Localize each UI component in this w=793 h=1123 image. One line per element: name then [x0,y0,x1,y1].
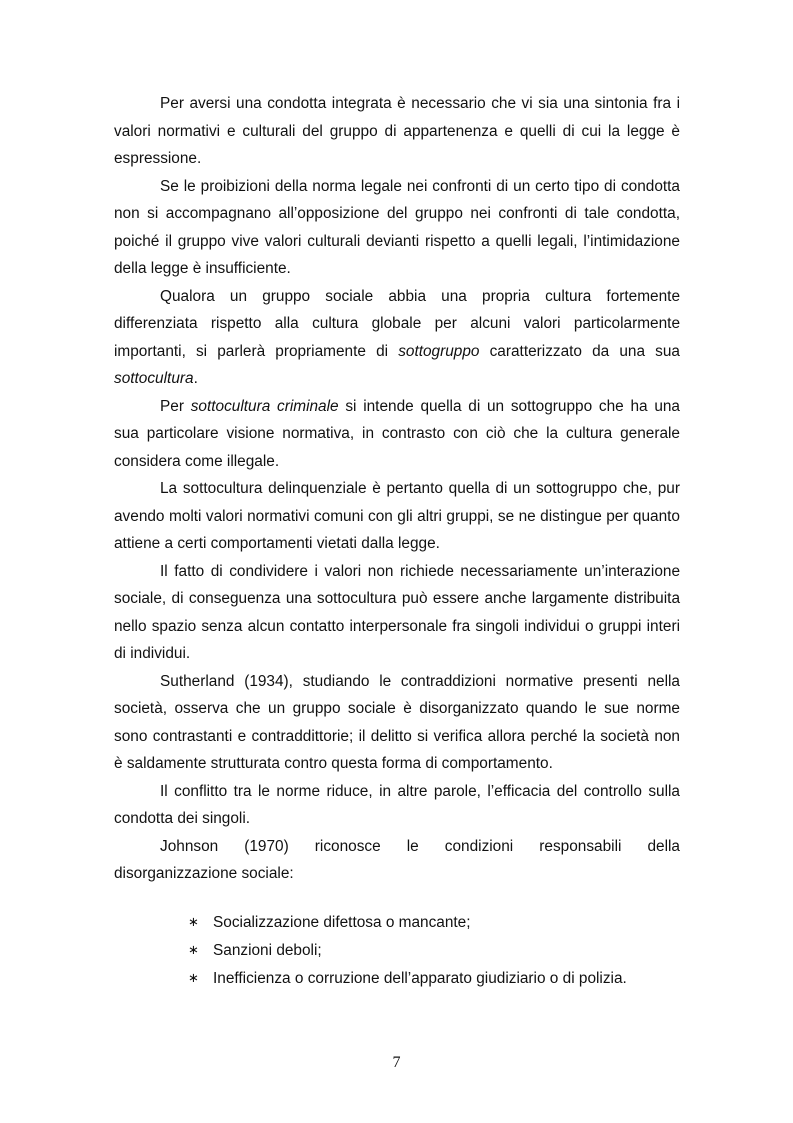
paragraph-3-text-b: caratterizzato da una sua [479,342,680,360]
asterisk-bullet-icon: ∗ [188,970,199,986]
paragraph-4-text-b: si intende quella di un sottogruppo che ha una sua particolare visione normativa, in contrasto con ciò che la cultura generale considera come illegale. [114,397,680,470]
bullet-list [114,909,680,993]
paragraph-6: Il fatto di condividere i valori non richiede necessariamente un’interazione sociale, di conseguenza una sottocultura può essere anche largamente distribuita nello spazio senza alcun contatto interpersonale fra singoli individui o gruppi interi di individui. [114,562,680,662]
paragraph-4-text-a: Per [160,397,191,415]
page-number: 7 [392,1054,401,1071]
paragraph-2: Se le proibizioni della norma legale nei confronti di un certo tipo di condotta non si accompagnano all’opposizione del gruppo nei confronti di tale condotta, poiché il gruppo vive valori culturali devianti rispetto a quelli legali, l’intimidazione della legge è insufficiente. [114,177,680,277]
list-item [188,965,680,993]
paragraph-5: La sottocultura delinquenziale è pertanto quella di un sottogruppo che, pur avendo molti valori normativi comuni con gli altri gruppi, se ne distingue per quanto attiene a certi comportamenti vietati dalla legge. [114,480,680,552]
asterisk-bullet-icon: ∗ [188,914,199,930]
term-sottocultura: sottocultura [114,370,194,387]
list-item-text: Socializzazione difettosa o mancante; [213,913,471,931]
paragraph-8: Il conflitto tra le norme riduce, in altre parole, l’efficacia del controllo sulla condotta dei singoli. [114,782,680,827]
list-item [188,937,680,965]
list-item-text: Inefficienza o corruzione dell’apparato giudiziario o di polizia. [213,969,627,987]
paragraph-1: Per aversi una condotta integrata è necessario che vi sia una sintonia fra i valori normativi e culturali del gruppo di appartenenza e quelli di cui la legge è espressione. [114,95,680,167]
term-sottogruppo: sottogruppo [398,342,480,360]
paragraph-9-line-1: Johnson (1970) riconosce le condizioni responsabili della [160,837,680,855]
list-item [188,909,680,937]
asterisk-bullet-icon: ∗ [188,942,199,958]
paragraph-9-line-2: disorganizzazione sociale: [114,865,294,882]
paragraph-3-text-a: Qualora un gruppo sociale abbia una propria cultura fortemente differenziata rispetto alla cultura globale per alcuni valori particolarmente importanti, si parlerà propriamente di [114,287,680,360]
paragraph-4 [114,393,680,476]
paragraph-3 [114,283,680,393]
paragraph-7: Sutherland (1934), studiando le contraddizioni normative presenti nella società, osserva che un gruppo sociale è disorganizzato quando le sue norme sono contrastanti e contraddittorie; il delitto si verifica allora perché la società non è saldamente strutturata contro questa forma di comportamento. [114,672,680,772]
paragraph-3-text-c: . [193,370,198,387]
term-sottocultura-criminale: sottocultura criminale [190,397,339,415]
document-page [114,90,680,993]
list-item-text: Sanzioni deboli; [213,941,322,959]
